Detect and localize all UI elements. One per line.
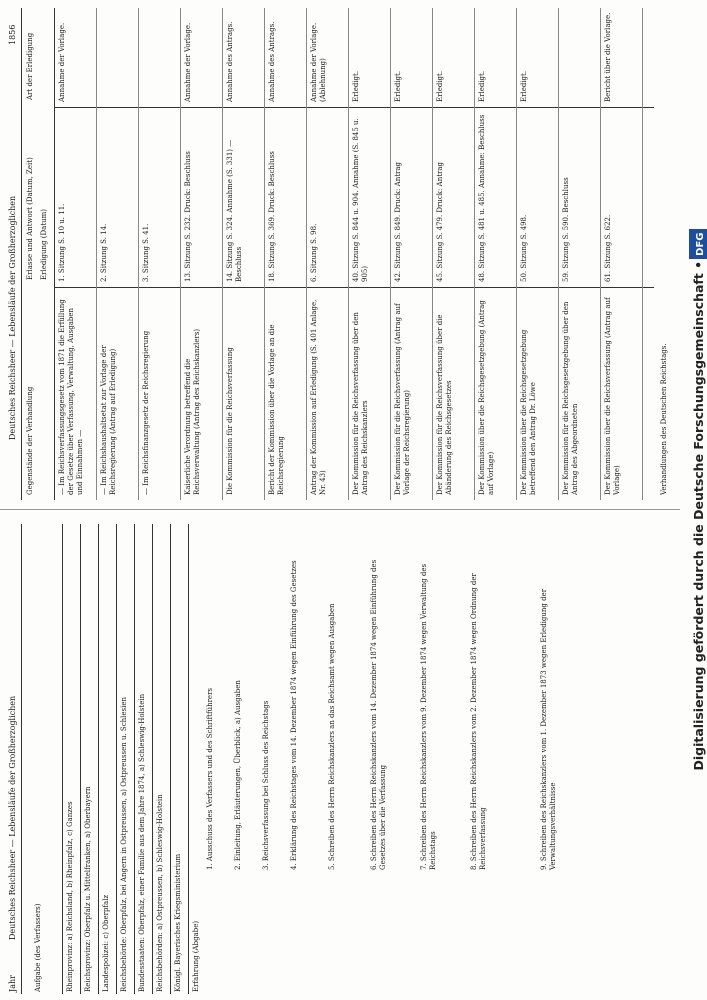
row-rule [138, 8, 139, 500]
row-rule [432, 8, 433, 500]
row-reference: 42. Sitzung S. 849. Druck: Antrag [394, 161, 402, 282]
row-reference: 1. Sitzung S. 10 u. 11. [58, 203, 66, 282]
rule [62, 524, 63, 994]
row-subject: Antrag der Kommission auf Erledigung (S. 401 Anlage, Nr. 43) [310, 299, 327, 495]
column-head: Erlasse und Antwort (Datum, Zeit) [26, 157, 34, 280]
row-result: Annahme des Antrags. [268, 21, 276, 102]
row-rule [516, 8, 517, 500]
column-head: Art der Erledigung [26, 32, 34, 100]
row-subject: Der Kommission für die Reichsverfassung (Antrag auf Vorlage der Reichsregierung) [394, 303, 411, 495]
column-rule [54, 107, 654, 108]
header-title-left: Deutsches Reichsheer — Lebensläufe der Großherzoglichen [8, 695, 17, 940]
row-subject: Der Kommission über die Reichsgesetzgebung (Antrag auf Vorlage) [478, 300, 495, 495]
row-result: Bericht über die Vorlage. [604, 12, 612, 102]
row-label: Bundesstaaten: Oberpfalz, einer Familie aus dem Jahre 1874, a) Schleswig-Holstein [138, 693, 146, 992]
row-rule [348, 8, 349, 500]
row-result: Annahme des Antrags. [226, 21, 234, 102]
row-rule [600, 8, 601, 500]
column-subhead: Erledigung (Datum) [40, 209, 48, 280]
row-rule [222, 8, 223, 500]
row-reference: 45. Sitzung S. 479. Druck: Antrag [436, 161, 444, 282]
dfg-logo: DFG [689, 229, 707, 258]
row-reference: 18. Sitzung S. 369. Druck: Beschluss [268, 151, 276, 282]
rule [152, 524, 153, 994]
numbered-entry: 9. Schreiben des Reichskanzlers vom 1. Dezember 1873 wegen Erledigung der Verwaltungsverhältnisse [540, 588, 557, 870]
row-subject: Kaiserliche Verordnung betreffend die Reichsverwaltung (Antrag des Reichskanzlers) [184, 328, 201, 495]
row-reference: 3. Sitzung S. 41. [142, 223, 150, 282]
page-number: 1856 [8, 24, 17, 45]
numbered-entry: 5. Schreiben des Herrn Reichskanzlers an das Reichsamt wegen Ausgaben [328, 603, 336, 870]
row-label: Rheinprovinz: a) Reichsland, b) Rheinpfalz, c) Ganzes [66, 801, 74, 992]
row-subject: Der Kommission für die Reichsgesetzgebung über den Antrag des Abgeordneten [562, 301, 579, 495]
rule [98, 524, 99, 994]
row-result: Annahme der Vorlage. [58, 22, 66, 102]
rule [54, 8, 55, 500]
rule [21, 8, 22, 500]
numbered-entry: 3. Reichsverfassung bei Schluss des Reichstags [262, 700, 270, 870]
numbered-entry: 8. Schreiben des Herrn Reichskanzlers vom 2. Dezember 1874 wegen Ordnung der Reichsverfassung [470, 573, 487, 870]
row-result: Erledigt. [436, 70, 444, 102]
row-subject: — Im Reichsfinanzgesetz der Reichsregierung [142, 330, 150, 495]
row-reference: 13. Sitzung S. 232. Druck: Beschluss [184, 151, 192, 282]
row-rule [264, 8, 265, 500]
numbered-entry: 2. Einleitung, Erläuterungen, Überblick, a) Ausgaben [234, 680, 242, 870]
row-reference: 50. Sitzung S. 498. [520, 214, 528, 282]
rule [21, 524, 22, 994]
row-subject: Der Kommission über die Reichsgesetzgebung betreffend den Antrag Dr. Löwe [520, 329, 537, 495]
row-result: Erledigt. [478, 70, 486, 102]
row-subject: Der Kommission über die Reichsverfassung (Antrag auf Vorlage) [604, 297, 621, 495]
numbered-entry: 7. Schreiben des Herrn Reichskanzlers vom 9. Dezember 1874 wegen Verwaltung des Reichstags [420, 563, 437, 870]
row-subject: Die Kommission für die Reichsverfassung [226, 347, 234, 495]
row-rule [390, 8, 391, 500]
row-label: Landespolizei: c) Oberpfalz [102, 894, 110, 992]
header-title-right: Deutsches Reichsheer — Lebensläufe der Großherzoglichen [8, 195, 17, 440]
row-label: Erfahrung (Abgabe) [192, 920, 200, 992]
row-result: Annahme der Vorlage. [184, 22, 192, 102]
row-reference: 48. Sitzung S. 481 u. 485. Annahme: Beschluss [478, 114, 486, 282]
row-reference: 14. Sitzung S. 324. Annahme (S. 331) — Beschluss [226, 139, 243, 282]
row-reference: 59. Sitzung S. 590. Beschluss [562, 177, 570, 282]
row-rule [306, 8, 307, 500]
numbered-entry: 4. Erklärung des Reichstages vom 14. Dezember 1874 wegen Einführung des Gesetzes [290, 560, 298, 870]
row-label: Reichsbehörden: a) Ostpreussen, b) Schleswig-Holstein [156, 794, 164, 992]
numbered-entry: 1. Ausschuss des Verfassers und des Schriftführers [206, 687, 214, 870]
rule [80, 524, 81, 994]
row-rule [558, 8, 559, 500]
page-fold [0, 509, 680, 510]
row-reference: 40. Sitzung S. 844 u. 904. Annahme (S. 845 u. 905) [352, 118, 369, 282]
rule [134, 524, 135, 994]
row-rule [642, 8, 643, 500]
rule [188, 524, 189, 994]
rule [116, 524, 117, 994]
dfg-credit: Digitalisierung gefördert durch die Deutsche Forschungsgemeinschaft • [691, 260, 706, 771]
row-result: Annahme der Vorlage. (Ablehnung) [310, 22, 327, 102]
header-left: Jahr [8, 975, 17, 992]
column-head: Gegenstände der Verhandlung [26, 386, 34, 495]
row-result: Erledigt. [394, 70, 402, 102]
row-subject: Der Kommission für die Reichsverfassung über den Antrag des Reichskanzlers [352, 312, 369, 495]
row-label: Königl. Bayerisches Kriegsministerium [174, 853, 182, 992]
row-subject: — Im Reichsverfassungsgesetz vom 1871 die Erfüllung der Gesetze über Verfassung, Verwaltung, Ausgaben und Einnahmen — [58, 299, 84, 495]
row-rule [96, 8, 97, 500]
row-result: Erledigt. [520, 70, 528, 102]
dfg-sidebar [684, 0, 707, 1000]
row-label: Aufgabe (des Verfassers) [34, 903, 42, 992]
row-label: Reichsprovinz: Oberpfalz u. Mittelfranken, a) Oberbayern [84, 786, 92, 992]
row-rule [474, 8, 475, 500]
rule [170, 524, 171, 994]
row-reference: 61. Sitzung S. 622. [604, 214, 612, 282]
row-label: Reichsbehörde: Oberpfalz, bei Angern in Ostpreussen, a) Ostpreussen u. Schlesien [120, 697, 128, 992]
row-rule [180, 8, 181, 500]
row-subject: — Im Reichshaushaltsetat zur Vorlage der Reichsregierung (Antrag auf Erledigung) [100, 345, 117, 495]
row-reference: 2. Sitzung S. 14. [100, 223, 108, 282]
row-subject: Der Kommission für die Reichsverfassung über die Abänderung des Reichsgesetzes [436, 314, 453, 495]
dfg-banner [687, 0, 707, 1000]
footer: Verhandlungen des Deutschen Reichstags. [660, 343, 668, 495]
row-result: Erledigt. [352, 70, 360, 102]
row-reference: 6. Sitzung S. 98. [310, 223, 318, 282]
column-rule [54, 287, 654, 288]
numbered-entry: 6. Schreiben des Herrn Reichskanzlers vom 14. Dezember 1874 wegen Einführung des Gesetzes über die Verfassung [370, 559, 387, 870]
row-subject: Bericht der Kommission über die Vorlage an die Reichsregierung [268, 324, 285, 495]
